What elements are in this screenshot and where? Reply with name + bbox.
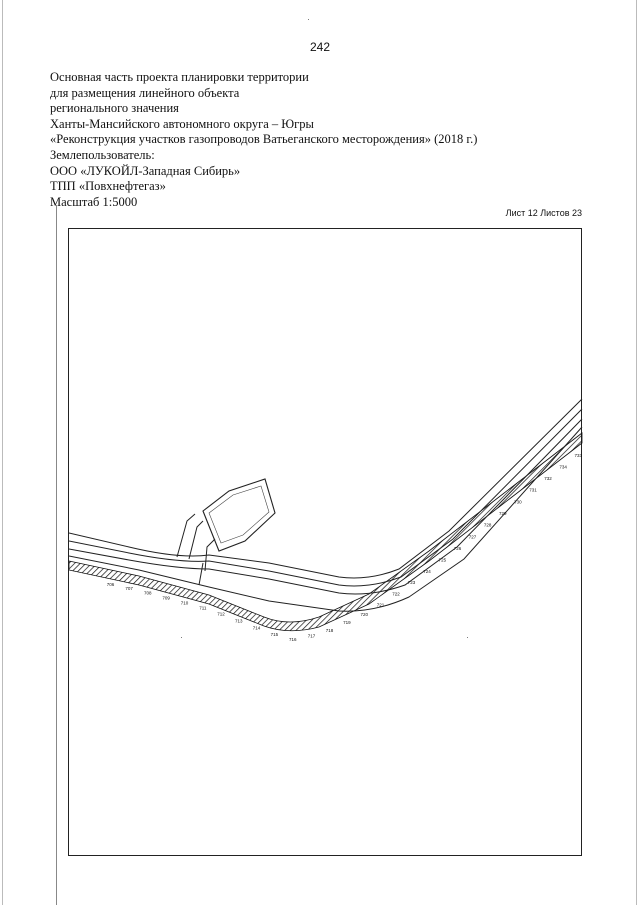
point-label: 733 [574,452,583,458]
point-label: 717 [307,633,316,639]
point-label: 710 [180,600,189,606]
point-label: 722 [392,591,400,597]
point-label: 725 [438,557,447,563]
access-road-spur-lower-2 [199,563,203,585]
point-label: 706 [106,582,115,588]
scan-dot: · [466,632,469,642]
title-line-3: регионального значения [50,101,179,116]
land-user-company: ООО «ЛУКОЙЛ-Западная Сибирь» [50,163,241,178]
well-pad-inner [209,486,269,543]
map-drawing [69,229,583,857]
point-label: 728 [483,522,492,528]
page-number: 242 [309,40,331,54]
point-label: 712 [217,611,225,617]
point-label: 729 [499,511,507,516]
corridor-line-1 [69,399,582,578]
point-label: 727 [468,534,477,540]
point-label: 719 [343,619,351,625]
scan-dot: · [307,14,310,24]
scan-edge-right [636,0,637,905]
pipeline-hatched-strip [69,433,582,631]
point-label: 707 [125,586,133,592]
point-label: 723 [407,580,416,586]
point-label: 709 [162,595,170,601]
title-line-2: для размещения линейного объекта [50,85,240,100]
point-label: 716 [289,637,297,642]
point-label: 720 [360,611,369,617]
point-label: 734 [559,464,567,470]
point-label: 713 [235,618,243,624]
point-label: 732 [544,476,552,482]
corridor-line-3 [69,419,582,597]
title-block [50,70,477,210]
point-label: 718 [325,627,334,633]
point-label: 726 [453,546,462,551]
title-line-1: Основная часть проекта планировки территории [50,70,309,84]
title-line-5: «Реконструкция участков газопроводов Ватьеганского месторождения» (2018 г.) [50,132,478,147]
map-frame [68,228,582,856]
point-label: 724 [423,569,431,575]
point-label: 730 [514,499,522,505]
map-scale: Масштаб 1:5000 [50,194,138,209]
scan-edge-left [2,0,3,905]
binding-margin-rule [56,205,57,905]
land-user-division: ТПП «Повхнефтегаз» [50,179,166,194]
title-line-4: Ханты-Мансийского автономного округа – Югры [50,116,314,131]
point-label: 731 [529,487,537,493]
access-road-spur-left [177,514,195,557]
access-road-spur-right [189,521,203,559]
point-label: 715 [270,631,279,637]
point-label: 714 [252,625,261,631]
point-label: 708 [144,590,152,596]
sheet-label: Лист 12 Листов 23 [505,208,582,218]
point-label: 721 [376,602,385,608]
land-user-label: Землепользователь: [50,147,155,162]
point-label: 711 [199,605,207,611]
scan-dot: · [180,632,183,642]
